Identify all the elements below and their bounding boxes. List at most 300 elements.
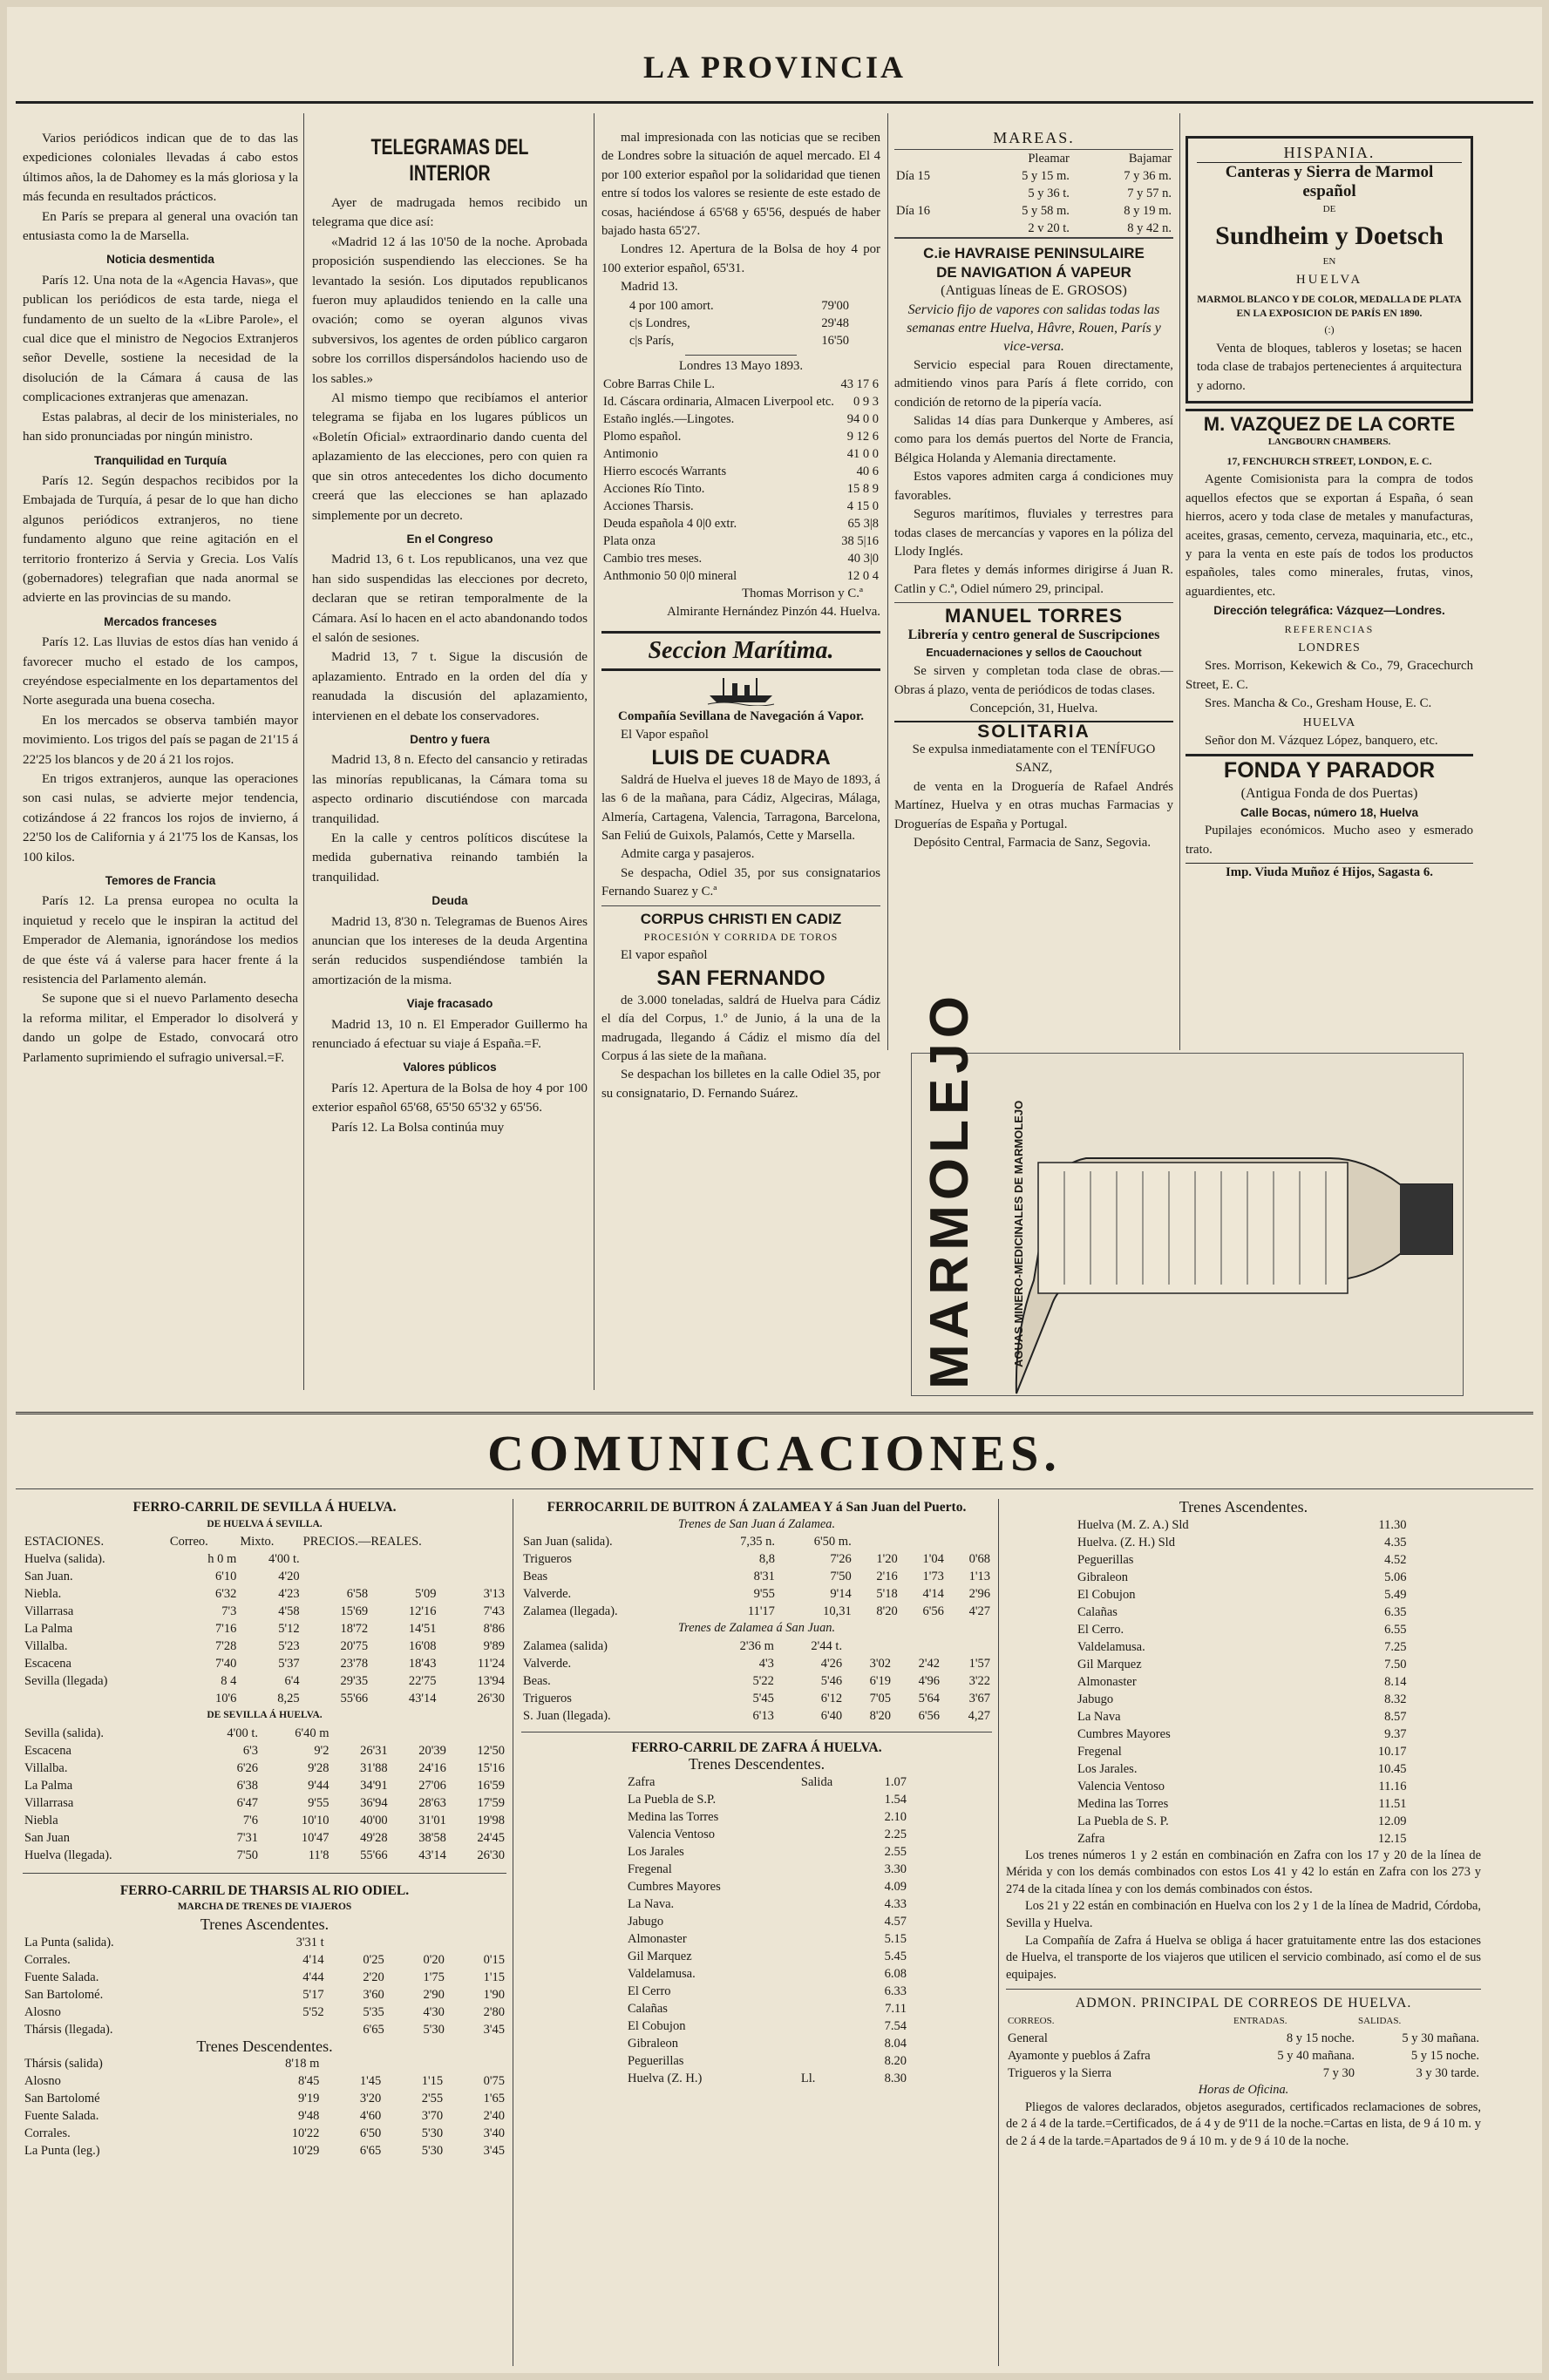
table-row bbox=[601, 410, 880, 428]
table-cell: 1'73 bbox=[922, 1570, 944, 1584]
table-row bbox=[626, 1948, 908, 1965]
table-cell: 3'60 bbox=[363, 1987, 384, 2002]
table-cell: 8 4 bbox=[221, 1674, 237, 1689]
table-row bbox=[1076, 1708, 1409, 1726]
table-cell: 4'14 bbox=[922, 1587, 944, 1602]
table-cell: 26'30 bbox=[477, 1848, 505, 1862]
table-row bbox=[1006, 2065, 1481, 2082]
table-cell: 4'30 bbox=[423, 2004, 445, 2019]
ad-text: MARMOL BLANCO Y DE COLOR, MEDALLA DE PLATA EN LA EXPOSICION DE PARÍS EN 1890. bbox=[1197, 295, 1462, 320]
comunicaciones-title: COMUNICACIONES. bbox=[487, 1425, 1062, 1482]
ship-name: SAN FERNANDO bbox=[656, 966, 825, 990]
railway-ascendentes bbox=[1006, 1499, 1481, 2362]
table-cell: 2'40 bbox=[483, 2109, 505, 2124]
table-cell: 49'28 bbox=[360, 1830, 388, 1845]
table-cell: 6'26 bbox=[236, 1760, 258, 1775]
table-cell: 6.33 bbox=[884, 1983, 907, 1998]
table-row bbox=[23, 2142, 506, 2160]
table-cell bbox=[249, 2021, 326, 2038]
table-cell: 5'17 bbox=[302, 1987, 324, 2002]
table-row bbox=[1076, 1621, 1409, 1638]
table-cell: 6'50 bbox=[359, 2126, 382, 2141]
table-cell: 7'6 bbox=[242, 1813, 258, 1827]
table-cell: La Palma bbox=[24, 1778, 73, 1793]
table-cell: 2'20 bbox=[363, 1970, 384, 1984]
table-cell: 7'40 bbox=[214, 1657, 237, 1671]
table-cell: c|s Londres, bbox=[629, 315, 690, 330]
table-cell: 0'75 bbox=[483, 2074, 505, 2089]
table-cell: 5'30 bbox=[421, 2144, 444, 2159]
table-cell: 2'42 bbox=[918, 1656, 941, 1671]
table-row bbox=[23, 1672, 506, 1690]
ad-subheading: PROCESIÓN Y CORRIDA DE TOROS bbox=[643, 930, 839, 943]
news-paragraph: Depósito Central, Farmacia de Sanz, Segovia. bbox=[914, 836, 1152, 850]
table-cell: Villarrasa bbox=[24, 1604, 74, 1619]
table-cell: Anthmonio 50 0|0 mineral bbox=[603, 569, 737, 584]
table-row bbox=[1076, 1534, 1409, 1551]
table-cell: 22'75 bbox=[408, 1674, 437, 1689]
table-row bbox=[521, 1655, 992, 1672]
section-title: TELEGRAMAS DEL INTERIOR bbox=[370, 135, 529, 186]
table-cell: 79'00 bbox=[821, 298, 849, 313]
ad-text: EN bbox=[1322, 255, 1336, 267]
table-row bbox=[23, 1725, 506, 1742]
table-cell: Zalamea (llegada). bbox=[523, 1604, 618, 1619]
table-cell: Estaño inglés.—Lingotes. bbox=[603, 412, 735, 427]
table-cell bbox=[799, 1791, 862, 1808]
table-row bbox=[601, 532, 880, 550]
table-cell: 11'17 bbox=[747, 1604, 775, 1619]
table-subtitle: Trenes Ascendentes. bbox=[1179, 1499, 1308, 1515]
ad-subheading: (Antigua Fonda de dos Puertas) bbox=[1240, 786, 1418, 802]
table-cell: 0 9 3 bbox=[853, 395, 879, 410]
table-cell: San Bartolomé. bbox=[24, 1987, 104, 2002]
table-cell: 3'13 bbox=[483, 1587, 505, 1602]
table-cell: Villalba. bbox=[24, 1639, 68, 1654]
news-paragraph: Estos vapores admiten carga á condiciones muy favorables. bbox=[894, 470, 1173, 503]
table-cell: 23'78 bbox=[340, 1657, 369, 1671]
table-cell: Calañas bbox=[1077, 1604, 1118, 1619]
table-cell: 3'22 bbox=[968, 1673, 990, 1688]
table-cell: Alosno bbox=[24, 2074, 61, 2089]
table-cell: 12 0 4 bbox=[846, 569, 879, 584]
ad-heading: MANUEL TORRES bbox=[944, 605, 1124, 627]
railway-sevilla bbox=[23, 1499, 506, 2362]
table-cell: 0'20 bbox=[423, 1952, 445, 1967]
signature: Almirante Hernández Pinzón 44. Huelva. bbox=[667, 605, 880, 620]
table-cell bbox=[799, 1913, 862, 1930]
newspaper-page bbox=[7, 7, 1542, 2373]
ad-subheading: Canteras y Sierra de Marmol español bbox=[1225, 163, 1434, 200]
table-row bbox=[23, 2090, 506, 2107]
table-cell: 5'45 bbox=[752, 1691, 774, 1705]
news-paragraph: Agente Comisionista para la compra de todos aquellos efectos que se exportan á España, ó sean hierros, acero y toda clase de metales y manufacturas, aceites, grasas, cemento, cerveza, maquinaria, etc., etc., y para la venta en este país de todos los productos españoles, tales como minerales, frutas, vinos, aguardientes, etc. bbox=[1186, 472, 1473, 599]
ad-text: HUELVA bbox=[1295, 273, 1363, 288]
table-row bbox=[23, 1951, 506, 1969]
table-cell: 5 y 40 mañana. bbox=[1277, 2048, 1355, 2063]
table-cell: 10.17 bbox=[1377, 1744, 1407, 1759]
ship-name: LUIS DE CUADRA bbox=[651, 745, 831, 770]
table-row bbox=[626, 1826, 908, 1843]
table-cell: Los Jarales. bbox=[1077, 1761, 1138, 1776]
table-cell bbox=[900, 1533, 946, 1550]
table-cell: 5'64 bbox=[918, 1691, 941, 1705]
table-cell: 3'45 bbox=[483, 2144, 505, 2159]
table-cell: Gil Marquez bbox=[628, 1949, 692, 1963]
table-row bbox=[626, 1965, 908, 1983]
table-cell: 15'69 bbox=[340, 1604, 369, 1619]
table-cell: Villarrasa bbox=[24, 1795, 74, 1810]
table-row bbox=[601, 463, 880, 480]
news-paragraph: Londres 12. Apertura de la Bolsa de hoy 4 por 100 exterior español, 65'31. bbox=[601, 242, 880, 275]
table-cell: La Nava. bbox=[628, 1896, 675, 1911]
table-cell: 55'66 bbox=[360, 1848, 388, 1862]
table-cell: 5.06 bbox=[1384, 1570, 1407, 1584]
table-cell: 8.32 bbox=[1384, 1692, 1407, 1706]
table-cell bbox=[302, 1568, 370, 1585]
table-cell: 7 y 57 n. bbox=[1127, 186, 1172, 201]
table-cell: 2'44 t. bbox=[811, 1638, 843, 1653]
table-cell: Corrales. bbox=[24, 1952, 71, 1967]
ad-heading: C.ie HAVRAISE PENINSULAIRE bbox=[923, 245, 1145, 262]
table-cell bbox=[941, 1638, 992, 1655]
table-cell: 5'46 bbox=[820, 1673, 843, 1688]
table-row bbox=[626, 1843, 908, 1861]
table-row bbox=[626, 1773, 908, 1791]
table-cell: 43 17 6 bbox=[840, 377, 879, 392]
table-cell: 11.51 bbox=[1378, 1796, 1407, 1811]
table-cell: 4'23 bbox=[278, 1587, 300, 1602]
table-cell: Valencia Ventoso bbox=[628, 1827, 715, 1841]
news-paragraph: Madrid 13, 8 n. Efecto del cansancio y retiradas las minorías republicanas, la Cámara toma su aspecto ordinario discutiéndose con marcada tranquilidad. bbox=[312, 752, 588, 826]
table-cell: Niebla bbox=[24, 1813, 58, 1827]
news-paragraph: Los 21 y 22 están en combinación en Huelva con los 2 y 1 de la línea de Madrid, Córdoba, Sevilla y Huelva. bbox=[1006, 1899, 1481, 1930]
divider bbox=[1006, 1989, 1481, 1990]
table-cell bbox=[799, 2017, 862, 2035]
table-cell: 31'01 bbox=[418, 1813, 446, 1827]
market-label: Londres 13 Mayo 1893. bbox=[678, 358, 804, 373]
table-cell: 5'35 bbox=[363, 2004, 384, 2019]
table-cell bbox=[383, 2055, 445, 2072]
table-cell: 4'00 t. bbox=[227, 1726, 258, 1740]
table-cell: Día 15 bbox=[896, 169, 931, 184]
table-row bbox=[601, 515, 880, 532]
news-paragraph: Salidas 14 días para Dunkerque y Amberes, así como para los demás puertos del Norte de Francia, Bélgica Holanda y Alemania directamente. bbox=[894, 414, 1173, 465]
table-cell bbox=[799, 1861, 862, 1878]
table-row bbox=[894, 220, 1173, 238]
table-cell: 14'51 bbox=[408, 1622, 437, 1637]
table-header: Pleamar bbox=[1028, 152, 1070, 166]
column-rule bbox=[998, 1499, 999, 2366]
table-cell: 6'10 bbox=[214, 1570, 237, 1584]
table-cell: 1'15 bbox=[483, 1970, 505, 1984]
tharsis-timetable bbox=[23, 2055, 506, 2160]
table-cell: 6'40 m bbox=[295, 1726, 330, 1740]
table-cell bbox=[370, 1550, 438, 1568]
table-cell bbox=[799, 1826, 862, 1843]
table-row bbox=[23, 1829, 506, 1847]
table-cell: 0'68 bbox=[968, 1552, 990, 1567]
ad-subheading: Librería y centro general de Suscripciones bbox=[907, 627, 1160, 642]
railway-buitron bbox=[521, 1499, 992, 2362]
table-row bbox=[1076, 1516, 1409, 1534]
table-cell: 4,27 bbox=[968, 1708, 990, 1723]
table-row bbox=[521, 1672, 992, 1690]
table-cell: 3 y 30 tarde. bbox=[1416, 2065, 1479, 2080]
table-row bbox=[23, 2055, 506, 2072]
news-paragraph: Madrid 13, 6 t. Los republicanos, una vez que han sido suspendidas las elecciones por decreto, declaran que se retiran temporalmente de la Cámara. Así lo hacen en el acto abandonando todos el salón de sesiones. bbox=[312, 552, 588, 645]
table-header: PRECIOS.—REALES. bbox=[302, 1535, 422, 1549]
exchange-table bbox=[628, 297, 851, 349]
tides-title: MAREAS. bbox=[993, 129, 1075, 146]
table-cell: 65 3|8 bbox=[847, 517, 879, 532]
table-cell: 6.55 bbox=[1384, 1622, 1407, 1637]
table-header: CORREOS. bbox=[1008, 2015, 1055, 2026]
table-cell: Valencia Ventoso bbox=[1077, 1779, 1165, 1793]
table-cell: 4'20 bbox=[278, 1570, 300, 1584]
table-cell: 17'59 bbox=[477, 1795, 505, 1810]
news-paragraph: En trigos extranjeros, aunque las operaciones son casi nulas, se advierte mejor tendencia, cotizándose á 22 francos los rojos de invierno, á 22'50 los de California y á 21'75 los de Kansas, los 100 kilos. bbox=[23, 771, 298, 865]
table-cell: Valverde. bbox=[523, 1587, 572, 1602]
table-row bbox=[1076, 1638, 1409, 1656]
table-cell: 10'6 bbox=[214, 1692, 237, 1706]
table-row bbox=[601, 550, 880, 567]
table-cell bbox=[23, 1690, 168, 1707]
table-cell: 7'05 bbox=[869, 1691, 892, 1705]
table-cell: Plata onza bbox=[603, 534, 656, 549]
table-cell: 4.52 bbox=[1384, 1552, 1407, 1567]
table-row bbox=[521, 1690, 992, 1707]
table-cell: 8,25 bbox=[277, 1692, 300, 1706]
table-cell: 94 0 0 bbox=[846, 412, 879, 427]
news-paragraph: Madrid 13, 7 t. Sigue la discusión de aplazamiento. Entrado en la orden del día y reanudada la discusión del aplazamiento, intervienen en el debate los conservadores. bbox=[312, 649, 588, 723]
buitron-timetable bbox=[521, 1638, 992, 1725]
table-cell: 2.25 bbox=[884, 1827, 907, 1841]
table-cell: San Juan bbox=[24, 1830, 70, 1845]
table-cell: 3'31 t bbox=[296, 1935, 324, 1949]
table-row bbox=[628, 315, 851, 332]
table-cell: 24'16 bbox=[418, 1760, 446, 1775]
table-cell: 9'19 bbox=[297, 2092, 320, 2106]
news-paragraph: Sres. Morrison, Kekewich & Co., 79, Gracechurch Street, E. C. bbox=[1186, 659, 1473, 692]
table-cell: Valverde. bbox=[523, 1656, 572, 1671]
hispania-ad bbox=[1186, 136, 1473, 403]
table-row bbox=[628, 297, 851, 315]
table-cell: 8,8 bbox=[758, 1552, 775, 1567]
table-row bbox=[23, 2004, 506, 2021]
news-paragraph: Se supone que si el nuevo Parlamento desecha la reforma militar, el Emperador lo disolverá y dando un golpe de Estado, convocará otro Parlamento suprimiendo el sufragio universal.=F. bbox=[23, 991, 298, 1065]
table-row bbox=[23, 2021, 506, 2038]
table-cell: 6.35 bbox=[1384, 1604, 1407, 1619]
table-cell: 3'02 bbox=[869, 1656, 892, 1671]
table-cell: 8 y 42 n. bbox=[1127, 221, 1172, 236]
table-subtitle: Trenes Descendentes. bbox=[688, 1755, 825, 1773]
table-cell: Beas bbox=[523, 1570, 548, 1584]
table-cell: 43'14 bbox=[408, 1692, 437, 1706]
table-cell bbox=[893, 1638, 941, 1655]
table-cell: h 0 m bbox=[207, 1552, 237, 1567]
ad-heading: SOLITARIA bbox=[894, 721, 1173, 741]
table-cell: 7.25 bbox=[1384, 1639, 1407, 1654]
table-cell: La Puebla de S. P. bbox=[1077, 1814, 1169, 1828]
news-paragraph: Los trenes números 1 y 2 están en combinación en Zafra con los 17 y 20 de la línea de Mérida y con los demás combinados con estos Los 41 y 42 lo están en Zafra con los 273 y 274 de la citada línea y con los demás combinados con éstos. bbox=[1006, 1848, 1481, 1896]
table-cell: 8.04 bbox=[884, 2036, 907, 2051]
ad-subheading: (Antiguas líneas de E. GROSOS) bbox=[941, 283, 1127, 299]
table-row bbox=[1076, 1760, 1409, 1778]
table-cell bbox=[844, 1638, 893, 1655]
table-cell: 7'26 bbox=[830, 1552, 852, 1567]
table-cell: 1'75 bbox=[423, 1970, 445, 1984]
table-cell: 5'30 bbox=[421, 2126, 444, 2141]
news-paragraph: Admite carga y pasajeros. bbox=[621, 847, 755, 862]
table-row bbox=[1076, 1813, 1409, 1830]
table-cell: 9'2 bbox=[314, 1743, 330, 1758]
table-cell: Cumbres Mayores bbox=[628, 1879, 721, 1894]
table-cell bbox=[331, 1725, 390, 1742]
table-row bbox=[23, 1777, 506, 1794]
sevilla-timetable bbox=[23, 1533, 506, 1707]
table-cell: 19'98 bbox=[477, 1813, 505, 1827]
table-cell: Medina las Torres bbox=[1077, 1796, 1169, 1811]
table-cell: Cambio tres meses. bbox=[603, 552, 703, 566]
table-cell: 5 y 30 mañana. bbox=[1402, 2031, 1479, 2045]
table-header: Mixto. bbox=[240, 1535, 275, 1549]
table-cell: Acciones Tharsis. bbox=[603, 499, 694, 514]
table-cell: Huelva (M. Z. A.) Sld bbox=[1077, 1517, 1189, 1532]
table-cell: 7.54 bbox=[884, 2018, 907, 2033]
column-3 bbox=[601, 129, 880, 1384]
news-paragraph: París 12. Apertura de la Bolsa de hoy 4 por 100 exterior español 65'68, 65'50 65'32 y 65'56. bbox=[312, 1080, 588, 1115]
table-row bbox=[626, 1930, 908, 1948]
table-cell: 2'55 bbox=[421, 2092, 444, 2106]
bottle-illustration bbox=[912, 1054, 1463, 1395]
table-cell: 7'43 bbox=[483, 1604, 505, 1619]
zafra-timetable bbox=[626, 1773, 908, 2087]
table-cell: 4.57 bbox=[884, 1914, 907, 1929]
table-cell: Zalamea (salida) bbox=[523, 1638, 608, 1653]
table-cell: 1'20 bbox=[876, 1552, 898, 1567]
table-cell: 8 y 19 m. bbox=[1124, 204, 1172, 219]
table-cell: 8.30 bbox=[884, 2071, 907, 2085]
table-cell bbox=[799, 1895, 862, 1913]
table-cell: San Juan. bbox=[24, 1570, 73, 1584]
table-cell: 4 15 0 bbox=[846, 499, 879, 514]
table-cell: 2'90 bbox=[423, 1987, 445, 2002]
table-cell: La Punta (leg.) bbox=[24, 2144, 100, 2159]
table-cell: 15'16 bbox=[477, 1760, 505, 1775]
ascendentes-timetable bbox=[1076, 1516, 1409, 1848]
table-subtitle: MARCHA DE TRENES DE VIAJEROS bbox=[177, 1902, 352, 1913]
news-paragraph: En los mercados se observa también mayor movimiento. Los trigos del país se pagan de 21'15 á 22'25 los blancos y de 20 á 21 los rojos. bbox=[23, 712, 298, 767]
table-cell: 4'26 bbox=[820, 1656, 843, 1671]
table-row bbox=[23, 1760, 506, 1777]
table-cell: 2.55 bbox=[884, 1844, 907, 1859]
table-row bbox=[626, 2070, 908, 2087]
table-cell: Huelva. (Z. H.) Sld bbox=[1077, 1535, 1175, 1549]
table-cell: 5'12 bbox=[278, 1622, 300, 1637]
table-cell: Fuente Salada. bbox=[24, 1970, 99, 1984]
table-cell: 4'44 bbox=[302, 1970, 324, 1984]
table-cell: 7.50 bbox=[1384, 1657, 1407, 1671]
ad-heading: M. VAZQUEZ DE LA CORTE bbox=[1186, 409, 1473, 433]
table-cell: 6'65 bbox=[359, 2144, 382, 2159]
table-cell: 24'45 bbox=[477, 1830, 505, 1845]
table-row bbox=[1076, 1795, 1409, 1813]
table-cell: Fuente Salada. bbox=[24, 2109, 99, 2124]
table-row bbox=[626, 1861, 908, 1878]
table-cell: 3'67 bbox=[968, 1691, 990, 1705]
table-row bbox=[626, 1791, 908, 1808]
table-cell: Corrales. bbox=[24, 2126, 71, 2141]
table-cell: 4'58 bbox=[278, 1604, 300, 1619]
table-row bbox=[1006, 2030, 1481, 2047]
table-cell: Acciones Río Tinto. bbox=[603, 482, 705, 497]
ad-subheading: Encuadernaciones y sellos de Caouchout bbox=[926, 646, 1142, 659]
table-cell: Villalba. bbox=[24, 1760, 68, 1775]
news-paragraph: Se sirven y completan toda clase de obras.—Obras á plazo, venta de periódicos de todas clases. bbox=[894, 664, 1173, 697]
table-cell bbox=[799, 2035, 862, 2052]
table-row bbox=[521, 1568, 992, 1585]
table-cell: 18'72 bbox=[340, 1622, 369, 1637]
table-cell: Zafra bbox=[628, 1774, 656, 1789]
table-row bbox=[1076, 1778, 1409, 1795]
table-cell: 29'35 bbox=[340, 1674, 369, 1689]
news-paragraph: Saldrá de Huelva el jueves 18 de Mayo de 1893, á las 6 de la mañana, para Cádiz, Algeciras, Málaga, Almería, Cartagena, Valencia, Tarragona, Barcelona, San Feliú de Guixols, Palamós, Cette y Marsella. bbox=[601, 772, 880, 843]
table-cell bbox=[445, 2055, 506, 2072]
table-cell bbox=[326, 1934, 386, 1951]
table-cell: 15 8 9 bbox=[846, 482, 879, 497]
table-cell: 12.15 bbox=[1377, 1831, 1407, 1846]
table-row bbox=[1076, 1673, 1409, 1691]
table-cell: 38 5|16 bbox=[841, 534, 879, 549]
news-heading: Temores de Francia bbox=[105, 874, 216, 888]
table-row bbox=[23, 1812, 506, 1829]
table-cell: Huelva (salida). bbox=[24, 1552, 105, 1567]
table-cell: Gibraleon bbox=[628, 2036, 678, 2051]
ad-text: HUELVA bbox=[1302, 715, 1356, 729]
table-cell: S. Juan (llegada). bbox=[523, 1708, 611, 1723]
table-cell: Huelva (Z. H.) bbox=[628, 2071, 703, 2085]
table-row bbox=[1076, 1743, 1409, 1760]
table-cell: Id. Cáscara ordinaria, Almacen Liverpool etc. bbox=[603, 395, 834, 410]
table-title: ADMON. PRINCIPAL DE CORREOS DE HUELVA. bbox=[1075, 1996, 1412, 2011]
table-cell: Thársis (llegada). bbox=[24, 2022, 113, 2037]
table-cell: 3.30 bbox=[884, 1861, 907, 1876]
table-cell bbox=[799, 1948, 862, 1965]
ad-heading: FONDA Y PARADOR bbox=[1186, 754, 1473, 784]
table-cell: Día 16 bbox=[896, 204, 931, 219]
ad-heading: DE NAVIGATION Á VAPEUR bbox=[936, 263, 1131, 281]
table-cell: 8.14 bbox=[1384, 1674, 1407, 1689]
table-row bbox=[626, 2035, 908, 2052]
news-heading: Dentro y fuera bbox=[410, 732, 490, 746]
ad-text: LANGBOURN CHAMBERS. bbox=[1267, 437, 1391, 448]
table-cell: 20'75 bbox=[340, 1639, 369, 1654]
table-cell: 5 y 15 noche. bbox=[1410, 2048, 1479, 2063]
table-cell: 36'94 bbox=[360, 1795, 388, 1810]
divider bbox=[23, 1873, 506, 1874]
table-cell: 27'06 bbox=[418, 1778, 446, 1793]
news-paragraph: Madrid 13, 8'30 n. Telegramas de Buenos Aires anuncian que los intereses de la deuda Argentina serán reducidos suspendiéndose también la amortización de la misma. bbox=[312, 913, 588, 987]
table-row bbox=[23, 2125, 506, 2142]
table-row bbox=[1076, 1604, 1409, 1621]
table-cell: Los Jarales bbox=[628, 1844, 684, 1859]
table-row bbox=[521, 1603, 992, 1620]
table-cell: Antimonio bbox=[603, 447, 658, 462]
ad-text: Dirección telegráfica: Vázquez—Londres. bbox=[1213, 604, 1445, 618]
ad-subheading: Calle Bocas, número 18, Huelva bbox=[1240, 805, 1419, 819]
table-row bbox=[23, 2107, 506, 2125]
